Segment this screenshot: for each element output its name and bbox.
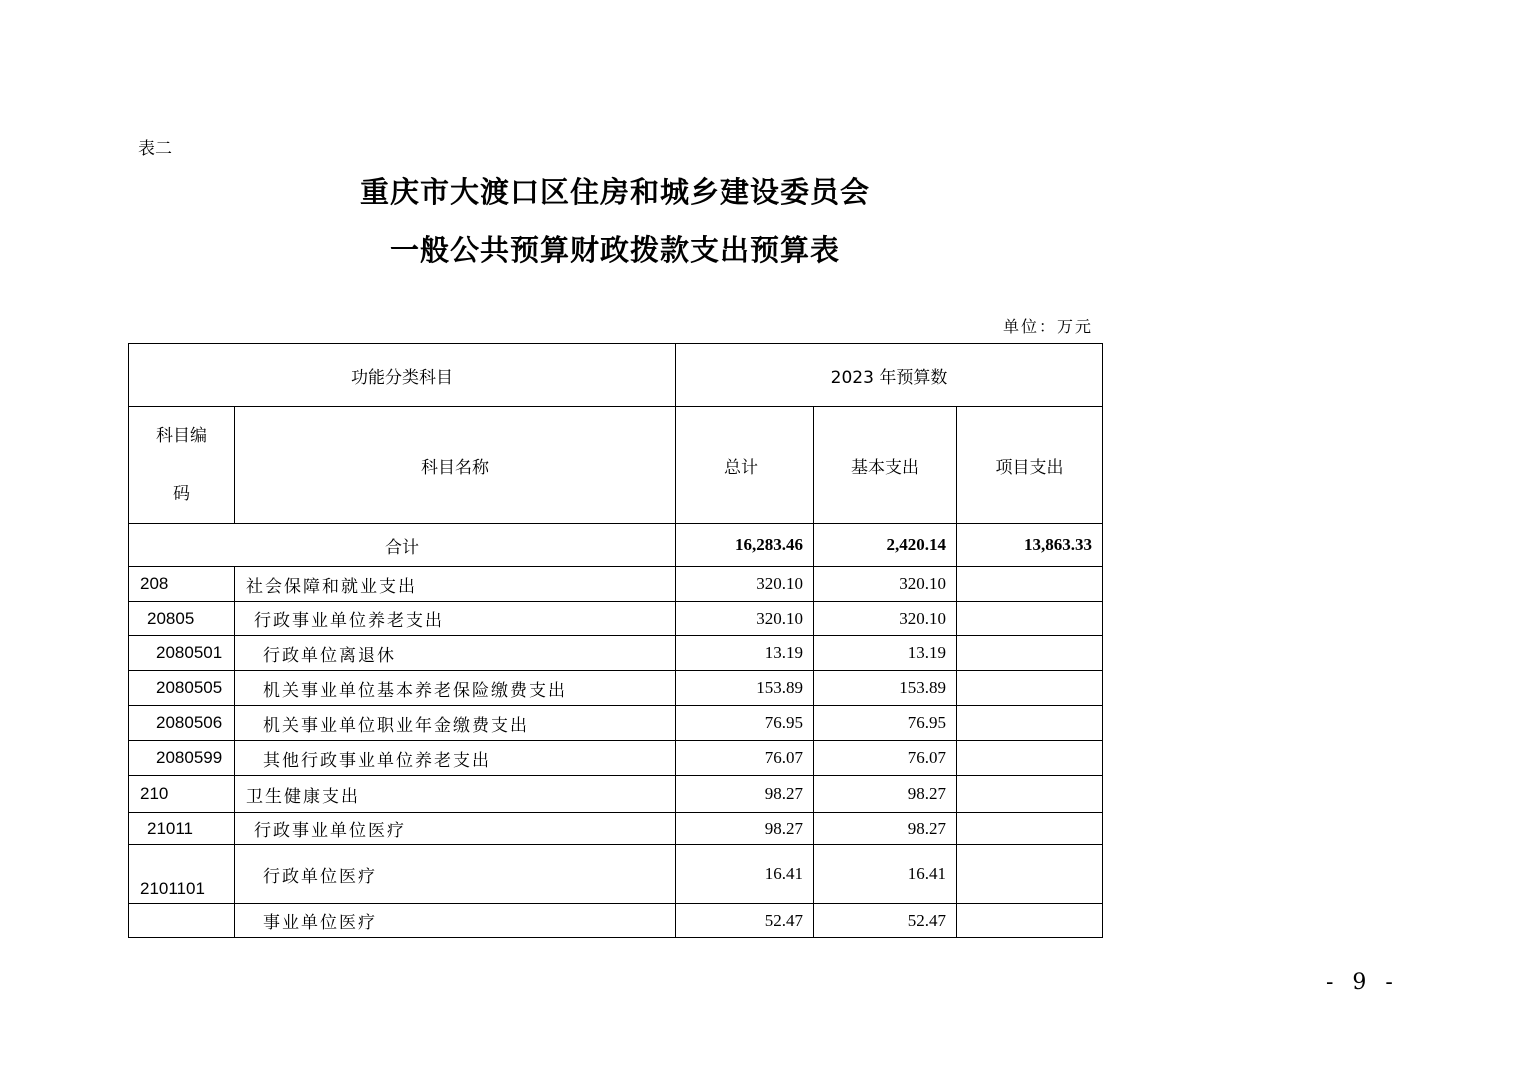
- row-code: 208: [129, 567, 235, 602]
- table-label: 表二: [138, 139, 172, 159]
- table-row: [129, 776, 1103, 813]
- row-basic: 98.27: [814, 813, 957, 845]
- total-row-basic: 2,420.14: [814, 524, 957, 567]
- budget-table: [128, 343, 1103, 938]
- row-name: 卫生健康支出: [235, 776, 676, 813]
- row-total: 98.27: [676, 813, 814, 845]
- code-header: [129, 407, 235, 524]
- table-row: [129, 845, 1103, 904]
- row-project: [957, 741, 1103, 776]
- total-header: 总计: [676, 407, 814, 524]
- row-project: [957, 602, 1103, 636]
- row-basic: 98.27: [814, 776, 957, 813]
- row-name: 机关事业单位职业年金缴费支出: [235, 706, 676, 741]
- table-row: [129, 706, 1103, 741]
- document-title-line2: 一般公共预算财政拨款支出预算表: [389, 233, 840, 267]
- project-header: 项目支出: [957, 407, 1103, 524]
- row-code: 2080505: [129, 671, 235, 706]
- code-header-part1: 科目编: [156, 426, 207, 446]
- total-row-total: 16,283.46: [676, 524, 814, 567]
- row-total: 320.10: [676, 602, 814, 636]
- row-code: 2101101: [129, 845, 235, 904]
- row-code: 2080599: [129, 741, 235, 776]
- row-project: [957, 813, 1103, 845]
- table-row: [129, 904, 1103, 938]
- row-name: 行政单位医疗: [235, 845, 676, 904]
- code-header-part2: 码: [173, 484, 190, 504]
- row-total: 320.10: [676, 567, 814, 602]
- row-name: 行政事业单位医疗: [235, 813, 676, 845]
- row-name: 社会保障和就业支出: [235, 567, 676, 602]
- row-total: 16.41: [676, 845, 814, 904]
- row-basic: 52.47: [814, 904, 957, 938]
- row-total: 153.89: [676, 671, 814, 706]
- table-row: [129, 813, 1103, 845]
- name-header: 科目名称: [235, 407, 676, 524]
- row-total: 76.95: [676, 706, 814, 741]
- row-total: 13.19: [676, 636, 814, 671]
- row-project: [957, 776, 1103, 813]
- total-row: [129, 524, 1103, 567]
- classification-header: 功能分类科目: [129, 344, 676, 407]
- row-project: [957, 706, 1103, 741]
- row-total: 98.27: [676, 776, 814, 813]
- row-name: 机关事业单位基本养老保险缴费支出: [235, 671, 676, 706]
- row-project: [957, 845, 1103, 904]
- table-row: [129, 602, 1103, 636]
- basic-header: 基本支出: [814, 407, 957, 524]
- row-name: 行政事业单位养老支出: [235, 602, 676, 636]
- row-total: 52.47: [676, 904, 814, 938]
- total-row-label: 合计: [129, 524, 676, 567]
- row-code: 2080506: [129, 706, 235, 741]
- row-basic: 16.41: [814, 845, 957, 904]
- row-code: 21011: [129, 813, 235, 845]
- document-title-line1: 重庆市大渡口区住房和城乡建设委员会: [359, 175, 870, 209]
- row-name: 其他行政事业单位养老支出: [235, 741, 676, 776]
- row-code: 2080501: [129, 636, 235, 671]
- row-basic: 153.89: [814, 671, 957, 706]
- row-project: [957, 567, 1103, 602]
- table-row: [129, 671, 1103, 706]
- row-project: [957, 671, 1103, 706]
- row-code: 20805: [129, 602, 235, 636]
- table-row: [129, 741, 1103, 776]
- row-total: 76.07: [676, 741, 814, 776]
- row-basic: 76.95: [814, 706, 957, 741]
- row-basic: 320.10: [814, 567, 957, 602]
- row-name: 行政单位离退休: [235, 636, 676, 671]
- total-row-project: 13,863.33: [957, 524, 1103, 567]
- row-name: 事业单位医疗: [235, 904, 676, 938]
- page-number: - 9 -: [1326, 970, 1399, 995]
- budget-year-header: 2023 年预算数: [676, 344, 1103, 407]
- row-code: [129, 904, 235, 938]
- row-project: [957, 636, 1103, 671]
- row-basic: 76.07: [814, 741, 957, 776]
- table-row: [129, 567, 1103, 602]
- unit-label: 单位：万元: [1003, 317, 1094, 336]
- header-row-2: [129, 407, 1103, 524]
- row-project: [957, 904, 1103, 938]
- row-basic: 13.19: [814, 636, 957, 671]
- row-basic: 320.10: [814, 602, 957, 636]
- table-row: [129, 636, 1103, 671]
- row-code: 210: [129, 776, 235, 813]
- header-row-1: [129, 344, 1103, 407]
